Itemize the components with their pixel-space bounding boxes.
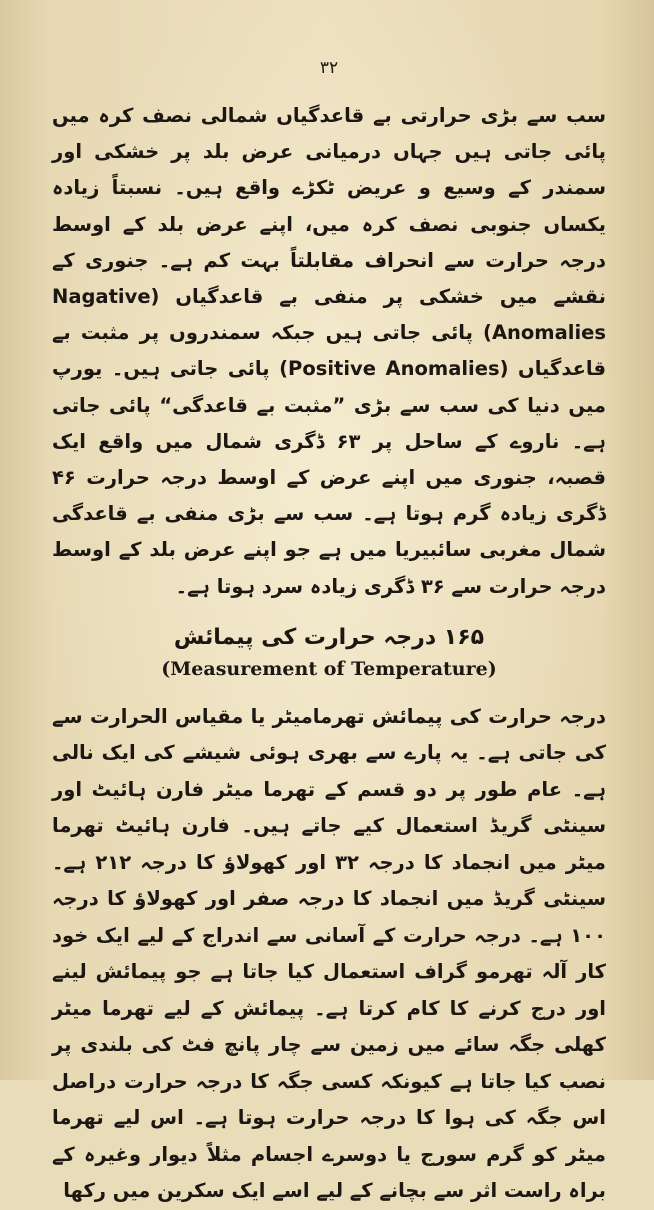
paragraph-anomalies: سب سے بڑی حرارتی بے قاعدگیاں شمالی نصف کرہ میں پائی جاتی ہیں جہاں درمیانی عرض بلد پر خشکی اور سمندر کے وسیع و عریض ٹکڑے واقع ہیں۔ نسبتاً زیادہ یکساں جنوبی نصف کرہ میں، اپنے عرض بلد کے اوسط درجہ حرارت سے انحراف مقابلتاً بہت کم ہے۔ جنوری کے نقشے میں خشکی پر منفی بے قاعدگیاں (Nagative Anomalies) پائی جاتی ہیں جبکہ سمندروں پر مثبت بے قاعدگیاں (Positive Anomalies) پائی جاتی ہیں۔ یورپ میں دنیا کی سب سے بڑی ”مثبت بے قاعدگی“ پائی جاتی ہے۔ ناروے کے ساحل پر ۶۳ ڈگری شمال میں واقع ایک قصبہ، جنوری میں اپنے عرض کے اوسط درجہ حرارت ۴۶ ڈگری زیادہ گرم ہوتا ہے۔ سب سے بڑی منفی بے قاعدگی شمال مغربی سائبیریا میں ہے جو اپنے عرض بلد کے اوسط درجہ حرارت سے ۳۶ ڈگری زیادہ سرد ہوتا ہے۔: [52, 104, 606, 598]
section-heading-urdu: ۱۶۵ درجہ حرارت کی پیمائش: [173, 624, 485, 650]
section-heading-english: (Measurement of Temperature): [161, 657, 497, 680]
paragraph-measurement: درجہ حرارت کی پیمائش تھرمامیٹر یا مقیاس الحرارت سے کی جاتی ہے۔ یہ پارے سے بھری ہوئی شیشے کی ایک نالی ہے۔ عام طور پر دو قسم کے تھرما میٹر فارن ہائیٹ اور سینٹی گریڈ استعمال کیے جاتے ہیں۔ فارن ہائیٹ تھرما میٹر میں انجماد کا درجہ ۳۲ اور کھولاؤ کا درجہ ۲۱۲ ہے۔ سینٹی گریڈ میں انجماد کا درجہ صفر اور کھولاؤ کا درجہ ۱۰۰ ہے۔ درجہ حرارت کے آسانی سے اندراج کے لیے ایک خود کار آلہ تھرمو گراف استعمال کیا جاتا ہے جو پیمائش لینے اور درج کرنے کا کام کرتا ہے۔ پیمائش کے لیے تھرما میٹر کھلی جگہ سائے میں زمین سے چار پانچ فٹ کی بلندی پر نصب کیا جاتا ہے کیونکہ کسی جگہ کا درجہ حرارت دراصل اس جگہ کی ہوا کا درجہ حرارت ہوتا ہے۔ اس لیے تھرما میٹر کو گرم سورج یا دوسرے اجسام مثلاً دیوار وغیرہ کے براہ راست اثر سے بچانے کے لیے اسے ایک سکرین میں رکھا: [52, 704, 606, 1203]
page-number: ۳۲: [319, 58, 339, 78]
